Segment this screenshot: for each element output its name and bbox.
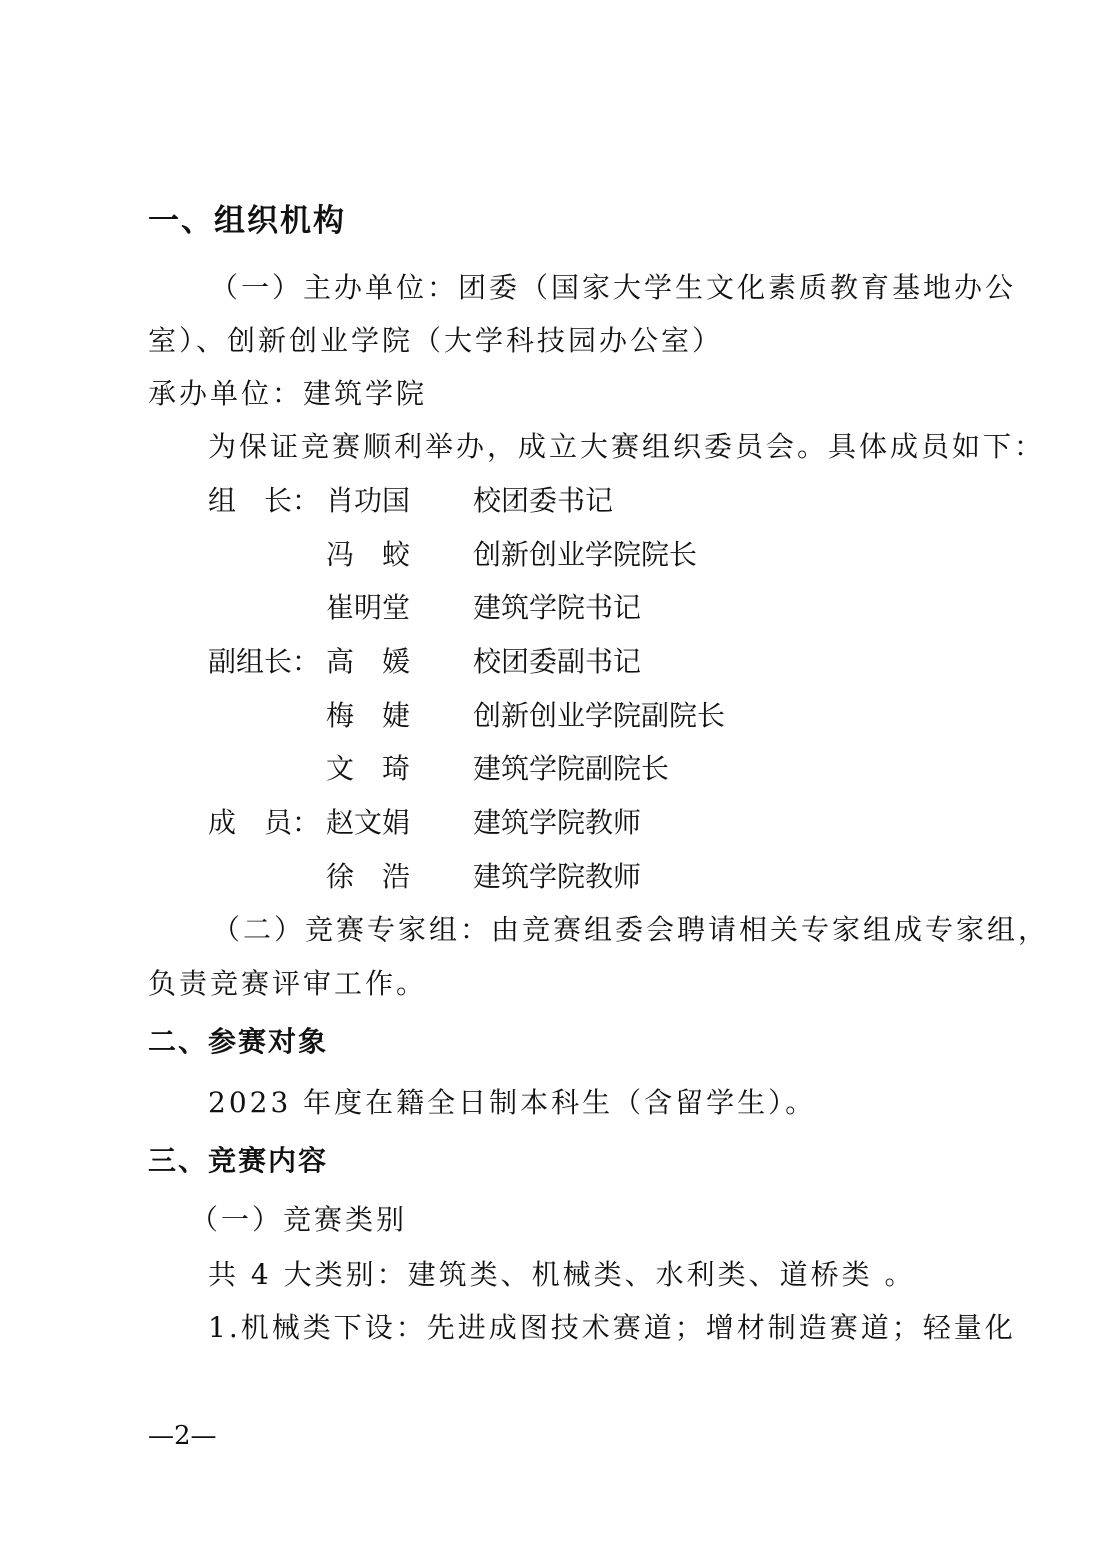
member-title: 建筑学院教师: [473, 806, 642, 839]
member-role: 成 员：: [208, 806, 321, 839]
paragraph-experts: （二）竞赛专家组：由竞赛组委会聘请相关专家组成专家组，: [212, 913, 1050, 946]
page-number: —2—: [148, 1421, 217, 1451]
paragraph-host: （一）主办单位：团委（国家大学生文化素质教育基地办公: [210, 271, 1017, 304]
paragraph-experts-cont: 负责竞赛评审工作。: [148, 967, 428, 1000]
section-title-content: 三、竞赛内容: [148, 1144, 329, 1177]
member-name: 徐 浩: [326, 860, 411, 893]
paragraph-categories: 共 4 大类别：建筑类、机械类、水利类、道桥类 。: [208, 1258, 916, 1291]
paragraph-mechanical: 1.机械类下设：先进成图技术赛道；增材制造赛道；轻量化: [208, 1311, 1016, 1344]
member-title: 校团委书记: [473, 484, 614, 517]
member-title: 创新创业学院院长: [473, 538, 698, 571]
section-title-participants: 二、参赛对象: [148, 1025, 329, 1058]
member-title: 建筑学院书记: [473, 591, 642, 624]
section-title-organization: 一、组织机构: [148, 203, 346, 239]
paragraph-committee: 为保证竞赛顺利举办，成立大赛组织委员会。具体成员如下：: [208, 430, 1046, 463]
member-title: 建筑学院教师: [473, 860, 642, 893]
paragraph-host-cont: 室）、创新创业学院（大学科技园办公室）: [148, 324, 724, 357]
paragraph-organizer: 承办单位：建筑学院: [148, 377, 428, 410]
member-title: 建筑学院副院长: [473, 752, 670, 785]
member-name: 高 媛: [326, 645, 411, 678]
paragraph-participants: 2023 年度在籍全日制本科生（含留学生）。: [208, 1086, 817, 1119]
member-name: 赵文娟: [326, 806, 411, 839]
member-title: 校团委副书记: [473, 645, 642, 678]
member-name: 冯 蛟: [326, 538, 411, 571]
member-name: 梅 婕: [326, 699, 411, 732]
member-name: 文 琦: [326, 752, 411, 785]
member-role: 副组长：: [208, 645, 321, 678]
member-title: 创新创业学院副院长: [473, 699, 726, 732]
member-name: 崔明堂: [326, 591, 411, 624]
member-name: 肖功国: [326, 484, 411, 517]
member-role: 组 长：: [208, 484, 321, 517]
paragraph-category-heading: （一）竞赛类别: [190, 1203, 408, 1236]
